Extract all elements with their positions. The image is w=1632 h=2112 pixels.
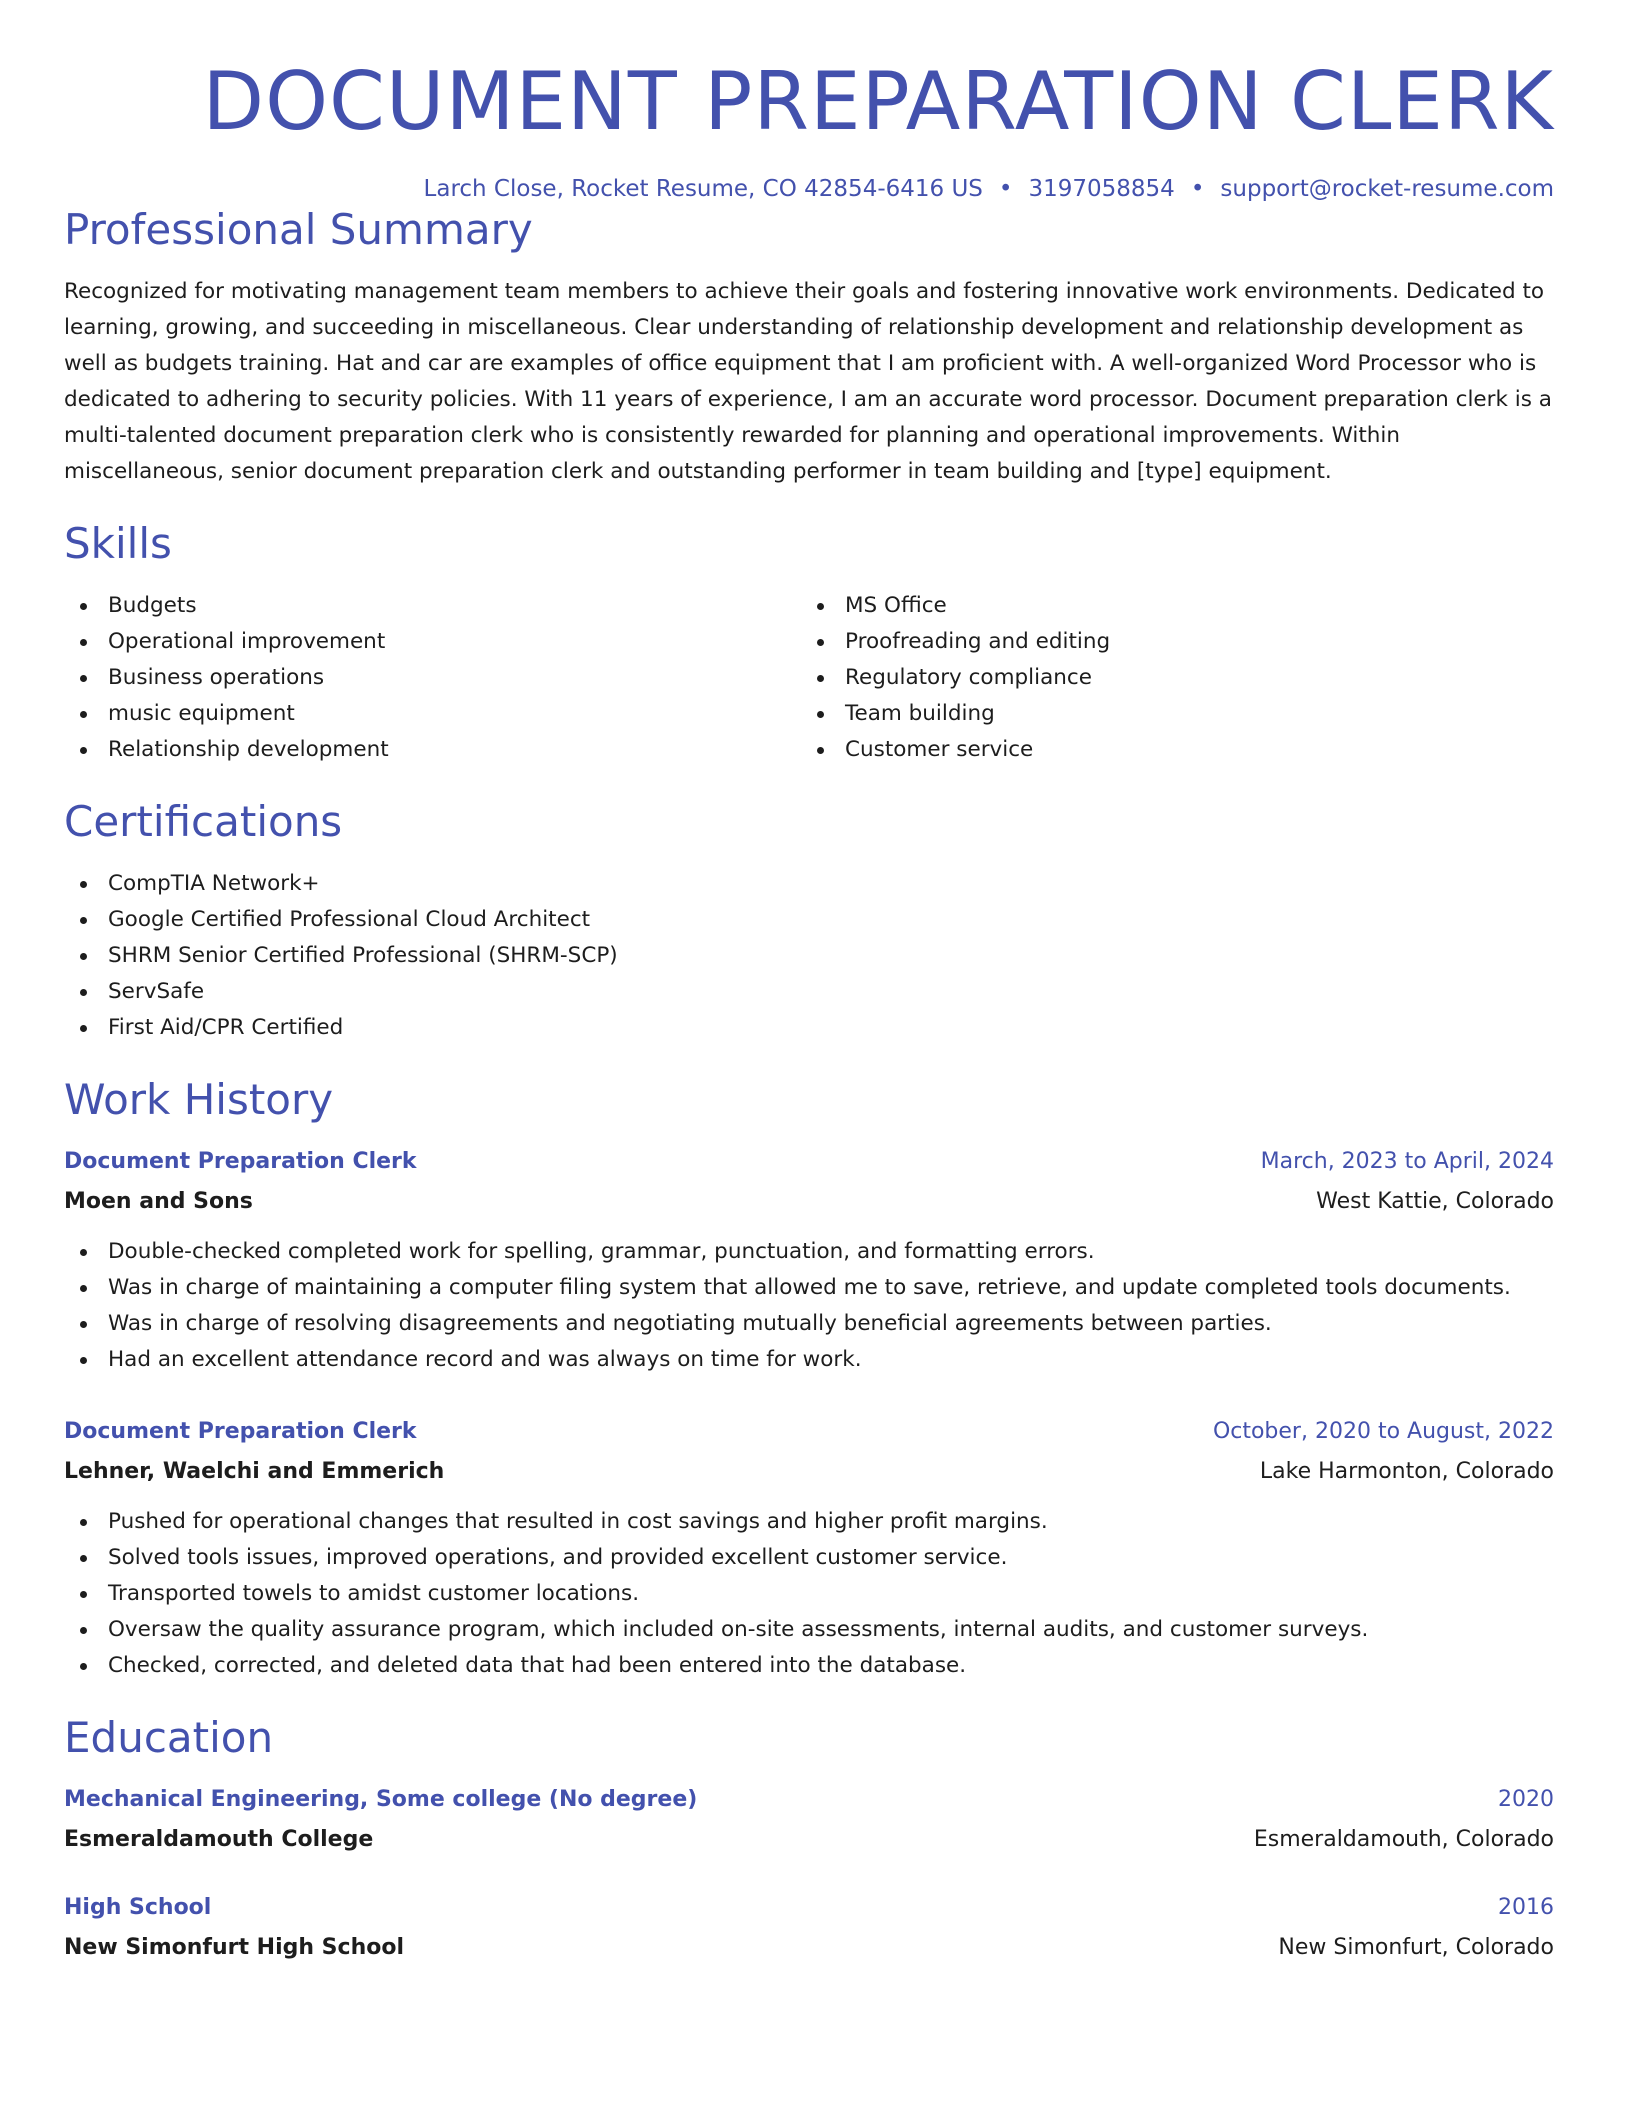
contact-phone: 3197058854	[1028, 176, 1175, 202]
bullet-dot	[80, 917, 87, 924]
job-company: Lehner, Waelchi and Emmerich	[64, 1459, 445, 1484]
bullet-dot	[817, 675, 824, 682]
bullet-dot	[817, 639, 824, 646]
certifications-heading: Certifications	[64, 797, 343, 846]
job-entry	[64, 1412, 1554, 1684]
contact-line	[64, 174, 1554, 204]
job-bullets	[64, 1234, 1554, 1378]
bullet-dot	[80, 953, 87, 960]
education-school-row	[64, 1820, 1554, 1860]
skill-item: Proofreading and editing	[801, 624, 1538, 660]
bullet-dot	[80, 639, 87, 646]
job-location: West Kattie, Colorado	[1316, 1189, 1554, 1214]
job-bullet: Checked, corrected, and deleted data that had been entered into the database.	[64, 1648, 1554, 1684]
skill-item: Customer service	[801, 732, 1538, 768]
bullet-dot	[80, 603, 87, 610]
bullet-dot	[80, 989, 87, 996]
bullet-dot	[80, 1591, 87, 1598]
job-company-row	[64, 1182, 1554, 1222]
bullet-dot	[817, 711, 824, 718]
job-entry	[64, 1142, 1554, 1378]
bullet-dot	[80, 1249, 87, 1256]
contact-address: Larch Close, Rocket Resume, CO 42854-6416 US	[423, 176, 983, 202]
education-degree-row	[64, 1780, 1554, 1820]
education-entry	[64, 1780, 1554, 1860]
education-year: 2016	[1498, 1895, 1554, 1920]
job-bullet: Transported towels to amidst customer locations.	[64, 1576, 1554, 1612]
summary-text: Recognized for motivating management team members to achieve their goals and fostering innovative work environments. Dedicated to learning, growing, and succeeding in miscellaneous. Clear understanding of relationship development and relationship development as well as budgets training. Hat and car are examples of office equipment that I am proficient with. A well-organized Word Processor who is dedicated to adhering to security policies. With 11 years of experience, I am an accurate word processor. Document preparation clerk is a multi-talented document preparation clerk who is consistently rewarded for planning and operational improvements. Within miscellaneous, senior document preparation clerk and outstanding performer in team building and [type] equipment.	[64, 279, 1552, 484]
bullet-dot	[80, 711, 87, 718]
skill-item: Budgets	[64, 588, 801, 624]
bullet-dot	[80, 1321, 87, 1328]
job-bullets	[64, 1504, 1554, 1684]
skill-item: music equipment	[64, 696, 801, 732]
skill-item: Regulatory compliance	[801, 660, 1538, 696]
work-history-section	[64, 1074, 1554, 1684]
skill-item: MS Office	[801, 588, 1538, 624]
education-degree: Mechanical Engineering, Some college (No degree)	[64, 1787, 698, 1812]
education-location: Esmeraldamouth, Colorado	[1253, 1827, 1554, 1852]
bullet-dot	[80, 675, 87, 682]
job-bullet: Oversaw the quality assurance program, which included on-site assessments, internal audits, and customer surveys.	[64, 1612, 1554, 1648]
education-location: New Simonfurt, Colorado	[1278, 1935, 1554, 1960]
bullet-dot	[80, 1025, 87, 1032]
bullet-dot	[80, 1627, 87, 1634]
job-company-row	[64, 1452, 1554, 1492]
candidate-name: DOCUMENT PREPARATION CLERK	[202, 55, 1554, 148]
job-bullet: Was in charge of maintaining a computer filing system that allowed me to save, retrieve, and update completed tools documents.	[64, 1270, 1554, 1306]
bullet-dot	[80, 881, 87, 888]
bullet-dot	[80, 1663, 87, 1670]
education-degree-row	[64, 1888, 1554, 1928]
education-entry	[64, 1888, 1554, 1968]
skill-item: Business operations	[64, 660, 801, 696]
certifications-section	[64, 796, 1554, 1046]
education-degree: High School	[64, 1895, 212, 1920]
job-title-row	[64, 1142, 1554, 1182]
skills-heading: Skills	[64, 519, 172, 568]
certification-item: ServSafe	[64, 974, 1554, 1010]
job-bullet: Had an excellent attendance record and was always on time for work.	[64, 1342, 1554, 1378]
skills-list-left	[64, 588, 801, 768]
work-history-heading: Work History	[64, 1075, 334, 1124]
certification-item: Google Certified Professional Cloud Architect	[64, 902, 1554, 938]
job-company: Moen and Sons	[64, 1189, 253, 1214]
job-dates: March, 2023 to April, 2024	[1260, 1149, 1554, 1174]
certification-item: SHRM Senior Certified Professional (SHRM-SCP)	[64, 938, 1554, 974]
certifications-list	[64, 866, 1554, 1046]
contact-separator: •	[998, 176, 1013, 202]
bullet-dot	[80, 747, 87, 754]
bullet-dot	[80, 1555, 87, 1562]
job-title: Document Preparation Clerk	[64, 1419, 417, 1444]
job-bullet: Pushed for operational changes that resulted in cost savings and higher profit margins.	[64, 1504, 1554, 1540]
bullet-dot	[80, 1357, 87, 1364]
education-year: 2020	[1498, 1787, 1554, 1812]
skills-grid	[64, 570, 1554, 768]
skill-item: Operational improvement	[64, 624, 801, 660]
bullet-dot	[817, 747, 824, 754]
certification-item: CompTIA Network+	[64, 866, 1554, 902]
bullet-dot	[80, 1285, 87, 1292]
resume-page	[64, 52, 1554, 1968]
job-bullet: Was in charge of resolving disagreements and negotiating mutually beneficial agreements between parties.	[64, 1306, 1554, 1342]
certification-item: First Aid/CPR Certified	[64, 1010, 1554, 1046]
skills-section	[64, 518, 1554, 768]
job-location: Lake Harmonton, Colorado	[1259, 1459, 1554, 1484]
contact-separator: •	[1190, 176, 1205, 202]
job-title: Document Preparation Clerk	[64, 1149, 417, 1174]
skill-item: Relationship development	[64, 732, 801, 768]
education-school: New Simonfurt High School	[64, 1935, 405, 1960]
education-school-row	[64, 1928, 1554, 1968]
job-bullet: Solved tools issues, improved operations, and provided excellent customer service.	[64, 1540, 1554, 1576]
contact-email[interactable]: support@rocket-resume.com	[1220, 176, 1554, 202]
education-section	[64, 1712, 1554, 1968]
education-school: Esmeraldamouth College	[64, 1827, 374, 1852]
bullet-dot	[817, 603, 824, 610]
job-title-row	[64, 1412, 1554, 1452]
summary-heading: Professional Summary	[64, 205, 533, 254]
bullet-dot	[80, 1519, 87, 1526]
job-dates: October, 2020 to August, 2022	[1212, 1419, 1554, 1444]
job-bullet: Double-checked completed work for spelling, grammar, punctuation, and formatting errors.	[64, 1234, 1554, 1270]
education-heading: Education	[64, 1713, 274, 1762]
skill-item: Team building	[801, 696, 1538, 732]
skills-list-right	[801, 588, 1538, 768]
